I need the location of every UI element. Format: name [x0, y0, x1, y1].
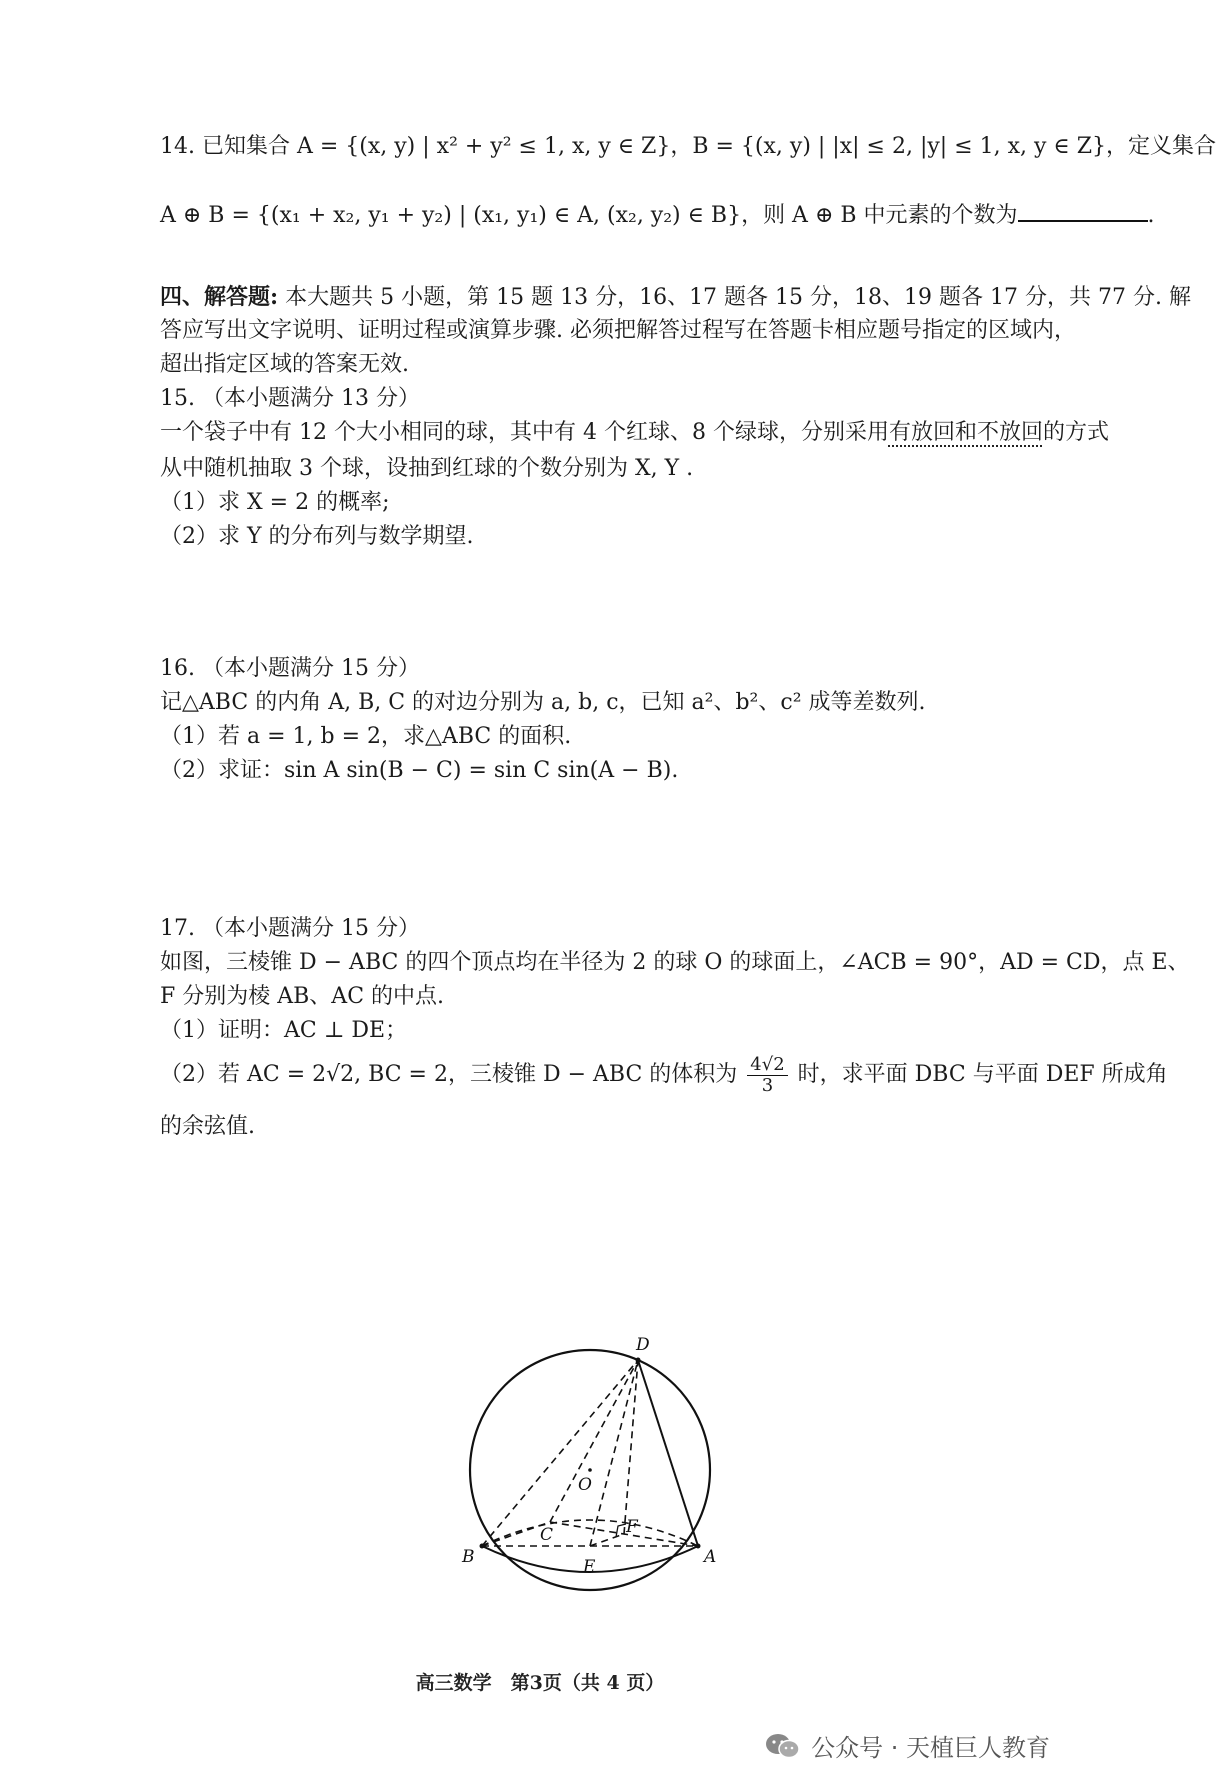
section4-heading: 四、解答题: — [160, 284, 279, 310]
label-b: B — [462, 1547, 475, 1567]
q14-line2-end: . — [1147, 203, 1155, 228]
q15-part1: （1）求 X = 2 的概率; — [160, 490, 390, 515]
vertex-a — [696, 1544, 701, 1549]
ellipse-back — [482, 1520, 698, 1546]
edge-ef — [590, 1534, 624, 1546]
q17-part2-b: 时，求平面 DBC 与平面 DEF 所成角 — [797, 1062, 1168, 1087]
section4-line1-text: 本大题共 5 小题，第 15 题 13 分，16、17 题各 15 分，18、19 题各 17 分，共 77 分. 解 — [285, 285, 1191, 310]
edge-cd — [550, 1360, 638, 1522]
label-f: F — [626, 1517, 638, 1537]
answer-blank — [1018, 198, 1148, 222]
q17-part2-a: （2）若 AC = 2√2, BC = 2，三棱锥 D − ABC 的体积为 — [160, 1062, 738, 1087]
q16-part1: （1）若 a = 1, b = 2，求△ABC 的面积. — [160, 724, 572, 749]
page-footer: 高三数学 第3页（共 4 页） — [415, 1672, 665, 1694]
section4-line1 — [160, 282, 1191, 313]
q16-header: 16. （本小题满分 15 分） — [160, 656, 420, 681]
fraction-denominator: 3 — [761, 1074, 774, 1096]
center-o — [588, 1468, 592, 1472]
q15-header: 15. （本小题满分 13 分） — [160, 386, 420, 411]
label-a: A — [704, 1547, 717, 1567]
label-o: O — [578, 1475, 592, 1495]
vertex-b — [480, 1544, 485, 1549]
q17-line2: F 分别为棱 AB、AC 的中点. — [160, 984, 445, 1009]
edge-ad — [638, 1360, 698, 1546]
q14-line2 — [160, 198, 1155, 231]
label-e: E — [583, 1557, 596, 1577]
q17-part2 — [160, 1050, 1168, 1100]
section4-line3: 超出指定区域的答案无效. — [160, 352, 409, 377]
q17-last-line: 的余弦值. — [160, 1114, 255, 1139]
label-c: C — [540, 1525, 554, 1545]
q17-line1: 如图，三棱锥 D − ABC 的四个顶点均在半径为 2 的球 O 的球面上，∠ACB = 90°，AD = CD，点 E、 — [160, 950, 1190, 975]
q15-line2: 从中随机抽取 3 个球，设抽到红球的个数分别为 X, Y . — [160, 456, 694, 481]
wechat-icon — [763, 1731, 803, 1761]
q16-line1: 记△ABC 的内角 A, B, C 的对边分别为 a, b, c，已知 a²、b²、c² 成等差数列. — [160, 690, 926, 715]
q15-line1-c: 的方式 — [1042, 420, 1109, 445]
edge-df — [624, 1360, 638, 1534]
q17-header: 17. （本小题满分 15 分） — [160, 916, 420, 941]
q15-part2: （2）求 Y 的分布列与数学期望. — [160, 524, 474, 549]
q14-line1: 14. 已知集合 A = {(x, y) | x² + y² ≤ 1, x, y ∈ Z}，B = {(x, y) | |x| ≤ 2, |y| ≤ 1, x, y ∈ Z}，定义集合 — [160, 134, 1216, 159]
q17-part1: （1）证明：AC ⊥ DE； — [160, 1018, 408, 1043]
vertex-d — [636, 1358, 641, 1363]
label-d: D — [636, 1335, 650, 1355]
watermark — [763, 1728, 1050, 1763]
fraction-numerator: 4√2 — [747, 1055, 787, 1076]
q16-part2: （2）求证：sin A sin(B − C) = sin C sin(A − B). — [160, 758, 679, 783]
volume-fraction — [747, 1055, 787, 1096]
q14-line2-text: A ⊕ B = {(x₁ + x₂, y₁ + y₂) | (x₁, y₁) ∈ A, (x₂, y₂) ∈ B}，则 A ⊕ B 中元素的个数为 — [160, 203, 1018, 228]
q15-line1 — [160, 418, 1109, 448]
q15-line1-a: 一个袋子中有 12 个大小相同的球，其中有 4 个红球、8 个绿球，分别采用 — [160, 420, 889, 445]
watermark-text: 公众号 · 天植巨人教育 — [811, 1734, 1050, 1762]
q15-emphasis: 有放回和不放回 — [888, 420, 1043, 445]
section4-line2: 答应写出文字说明、证明过程或演算步骤. 必须把解答过程写在答题卡相应题号指定的区域内， — [160, 318, 1076, 343]
pyramid-in-sphere-figure — [440, 1310, 740, 1640]
